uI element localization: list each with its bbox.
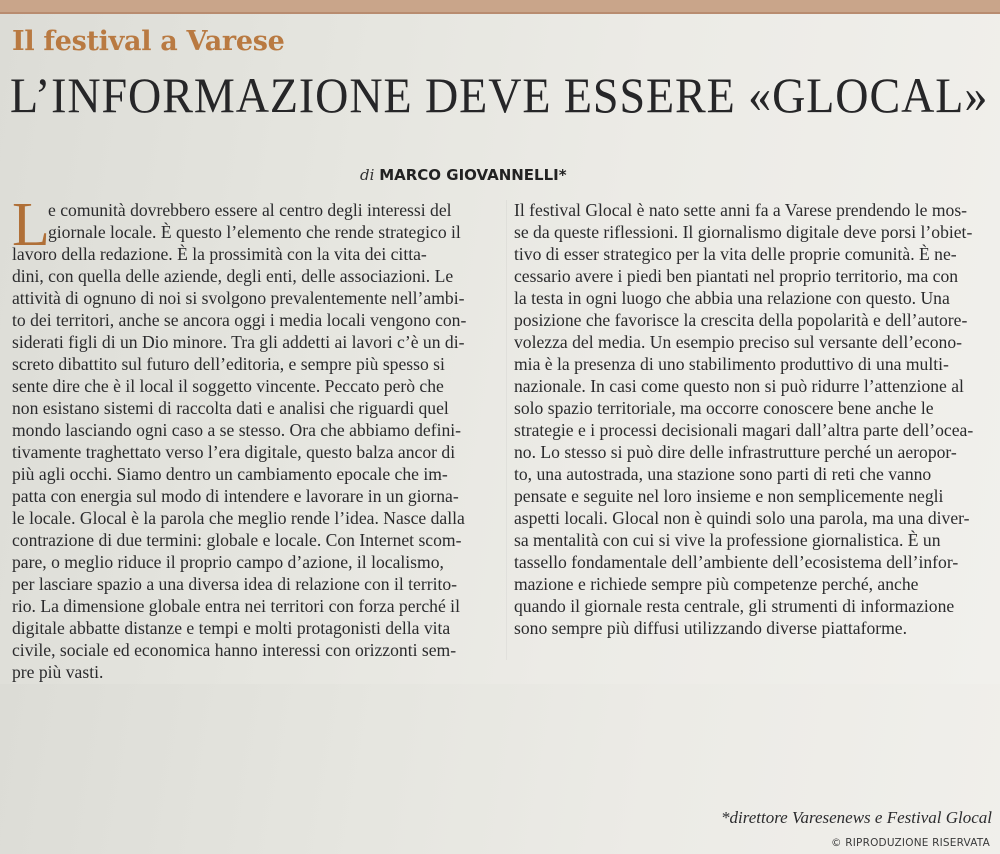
article-headline: L’INFORMAZIONE DEVE ESSERE «GLOCAL» bbox=[10, 67, 989, 123]
right-column-line: mazione e richiede sempre più competenze perché, anche bbox=[514, 574, 919, 594]
article-kicker: Il festival a Varese bbox=[12, 26, 285, 57]
byline bbox=[360, 166, 567, 184]
top-color-band bbox=[0, 0, 1000, 12]
right-column-line: tassello fondamentale dell’ambiente dell’ecosistema dell’infor- bbox=[514, 552, 959, 572]
right-column-line: sono sempre più diffusi utilizzando diverse piattaforme. bbox=[514, 618, 907, 638]
right-column-line: to, una autostrada, una stazione sono parti di reti che vanno bbox=[514, 464, 932, 484]
left-column-line: pare, o meglio riduce il proprio campo d’azione, il localismo, bbox=[12, 552, 444, 572]
byline-prefix: di bbox=[360, 166, 375, 184]
left-column-line: pre più vasti. bbox=[12, 662, 104, 682]
right-column-line: pensate e seguite nel loro insieme e non semplicemente negli bbox=[514, 486, 944, 506]
left-column-line: tivamente traghettato verso l’era digitale, questo balza ancor di bbox=[12, 442, 456, 462]
left-column-line: screto dibattito sul futuro dell’editoria, e sempre più spesso si bbox=[12, 354, 445, 374]
left-column-line: digitale abbatte distanze e tempi e molti protagonisti della vita bbox=[12, 618, 451, 638]
left-column-line: rio. La dimensione globale entra nei territori con forza perché il bbox=[12, 596, 460, 616]
left-column-line: to dei territori, anche se ancora oggi i media locali vengono con- bbox=[12, 310, 467, 330]
right-column-line: solo spazio territoriale, ma occorre conoscere bene anche le bbox=[514, 398, 934, 418]
right-column-line: Il festival Glocal è nato sette anni fa a Varese prendendo le mos- bbox=[514, 200, 968, 220]
left-column-line: patta con energia sul modo di intendere e lavorare in un giorna- bbox=[12, 486, 459, 506]
left-column-line: attività di ognuno di noi si svolgono prevalentemente nell’ambi- bbox=[12, 288, 465, 308]
right-column-line: posizione che favorisce la crescita della popolarità e dell’autore- bbox=[514, 310, 968, 330]
right-column-line: strategie e i processi decisionali magari dall’altra parte dell’ocea- bbox=[514, 420, 974, 440]
left-column-line: le locale. Glocal è la parola che meglio rende l’idea. Nasce dalla bbox=[12, 508, 465, 528]
left-column-line: per lasciare spazio a una diversa idea di relazione con il territo- bbox=[12, 574, 458, 594]
right-column-line: volezza del media. Un esempio preciso sul versante dell’econo- bbox=[514, 332, 962, 352]
right-column bbox=[514, 199, 992, 849]
left-column-line: giornale locale. È questo l’elemento che rende strategico il bbox=[48, 222, 461, 242]
drop-cap: L bbox=[12, 191, 50, 259]
copyright-notice: © RIPRODUZIONE RISERVATA bbox=[831, 837, 990, 849]
left-column-line: civile, sociale ed economica hanno interessi con orizzonti sem- bbox=[12, 640, 457, 660]
left-column bbox=[12, 191, 502, 683]
right-column-line: sa mentalità con cui si vive la professione giornalistica. È un bbox=[514, 530, 941, 550]
top-color-stripe bbox=[0, 12, 1000, 14]
right-column-line: mia è la presenza di uno stabilimento produttivo di una multi- bbox=[514, 354, 949, 374]
left-column-line: lavoro della redazione. È la prossimità con la vita dei citta- bbox=[12, 244, 427, 264]
left-column-line: non esistano sistemi di raccolta dati e analisi che riguardi quel bbox=[12, 398, 449, 418]
right-column-line: tivo di esser strategico per la vita delle proprie comunità. È ne- bbox=[514, 244, 957, 264]
column-gutter bbox=[506, 200, 507, 660]
left-column-line: più agli occhi. Siamo dentro un cambiamento epocale che im- bbox=[12, 464, 448, 484]
right-column-line: nazionale. In casi come questo non si può ridurre l’attenzione al bbox=[514, 376, 964, 396]
right-column-line: aspetti locali. Glocal non è quindi solo una parola, ma una diver- bbox=[514, 508, 970, 528]
right-column-line: cessario avere i piedi ben piantati nel proprio territorio, ma con bbox=[514, 266, 959, 286]
author-name: MARCO GIOVANNELLI* bbox=[379, 166, 567, 184]
right-column-line: quando il giornale resta centrale, gli strumenti di informazione bbox=[514, 596, 955, 616]
right-column-line: se da queste riflessioni. Il giornalismo digitale deve porsi l’obiet- bbox=[514, 222, 973, 242]
author-signature: *direttore Varesenews e Festival Glocal bbox=[721, 808, 992, 827]
right-column-line: no. Lo stesso si può dire delle infrastrutture perché un aeropor- bbox=[514, 442, 957, 462]
left-column-line: siderati figli di un Dio minore. Tra gli addetti ai lavori c’è un di- bbox=[12, 332, 465, 352]
left-column-line: dini, con quella delle aziende, degli enti, delle associazioni. Le bbox=[12, 266, 454, 286]
left-column-line: mondo lasciando ogni caso a se stesso. Ora che abbiamo defini- bbox=[12, 420, 462, 440]
right-column-line: la testa in ogni luogo che abbia una relazione con questo. Una bbox=[514, 288, 950, 308]
left-column-line: sente dire che è il local il soggetto vincente. Peccato però che bbox=[12, 376, 444, 396]
left-column-line: contrazione di due termini: globale e locale. Con Internet scom- bbox=[12, 530, 462, 550]
left-column-line: e comunità dovrebbero essere al centro degli interessi del bbox=[48, 200, 452, 220]
